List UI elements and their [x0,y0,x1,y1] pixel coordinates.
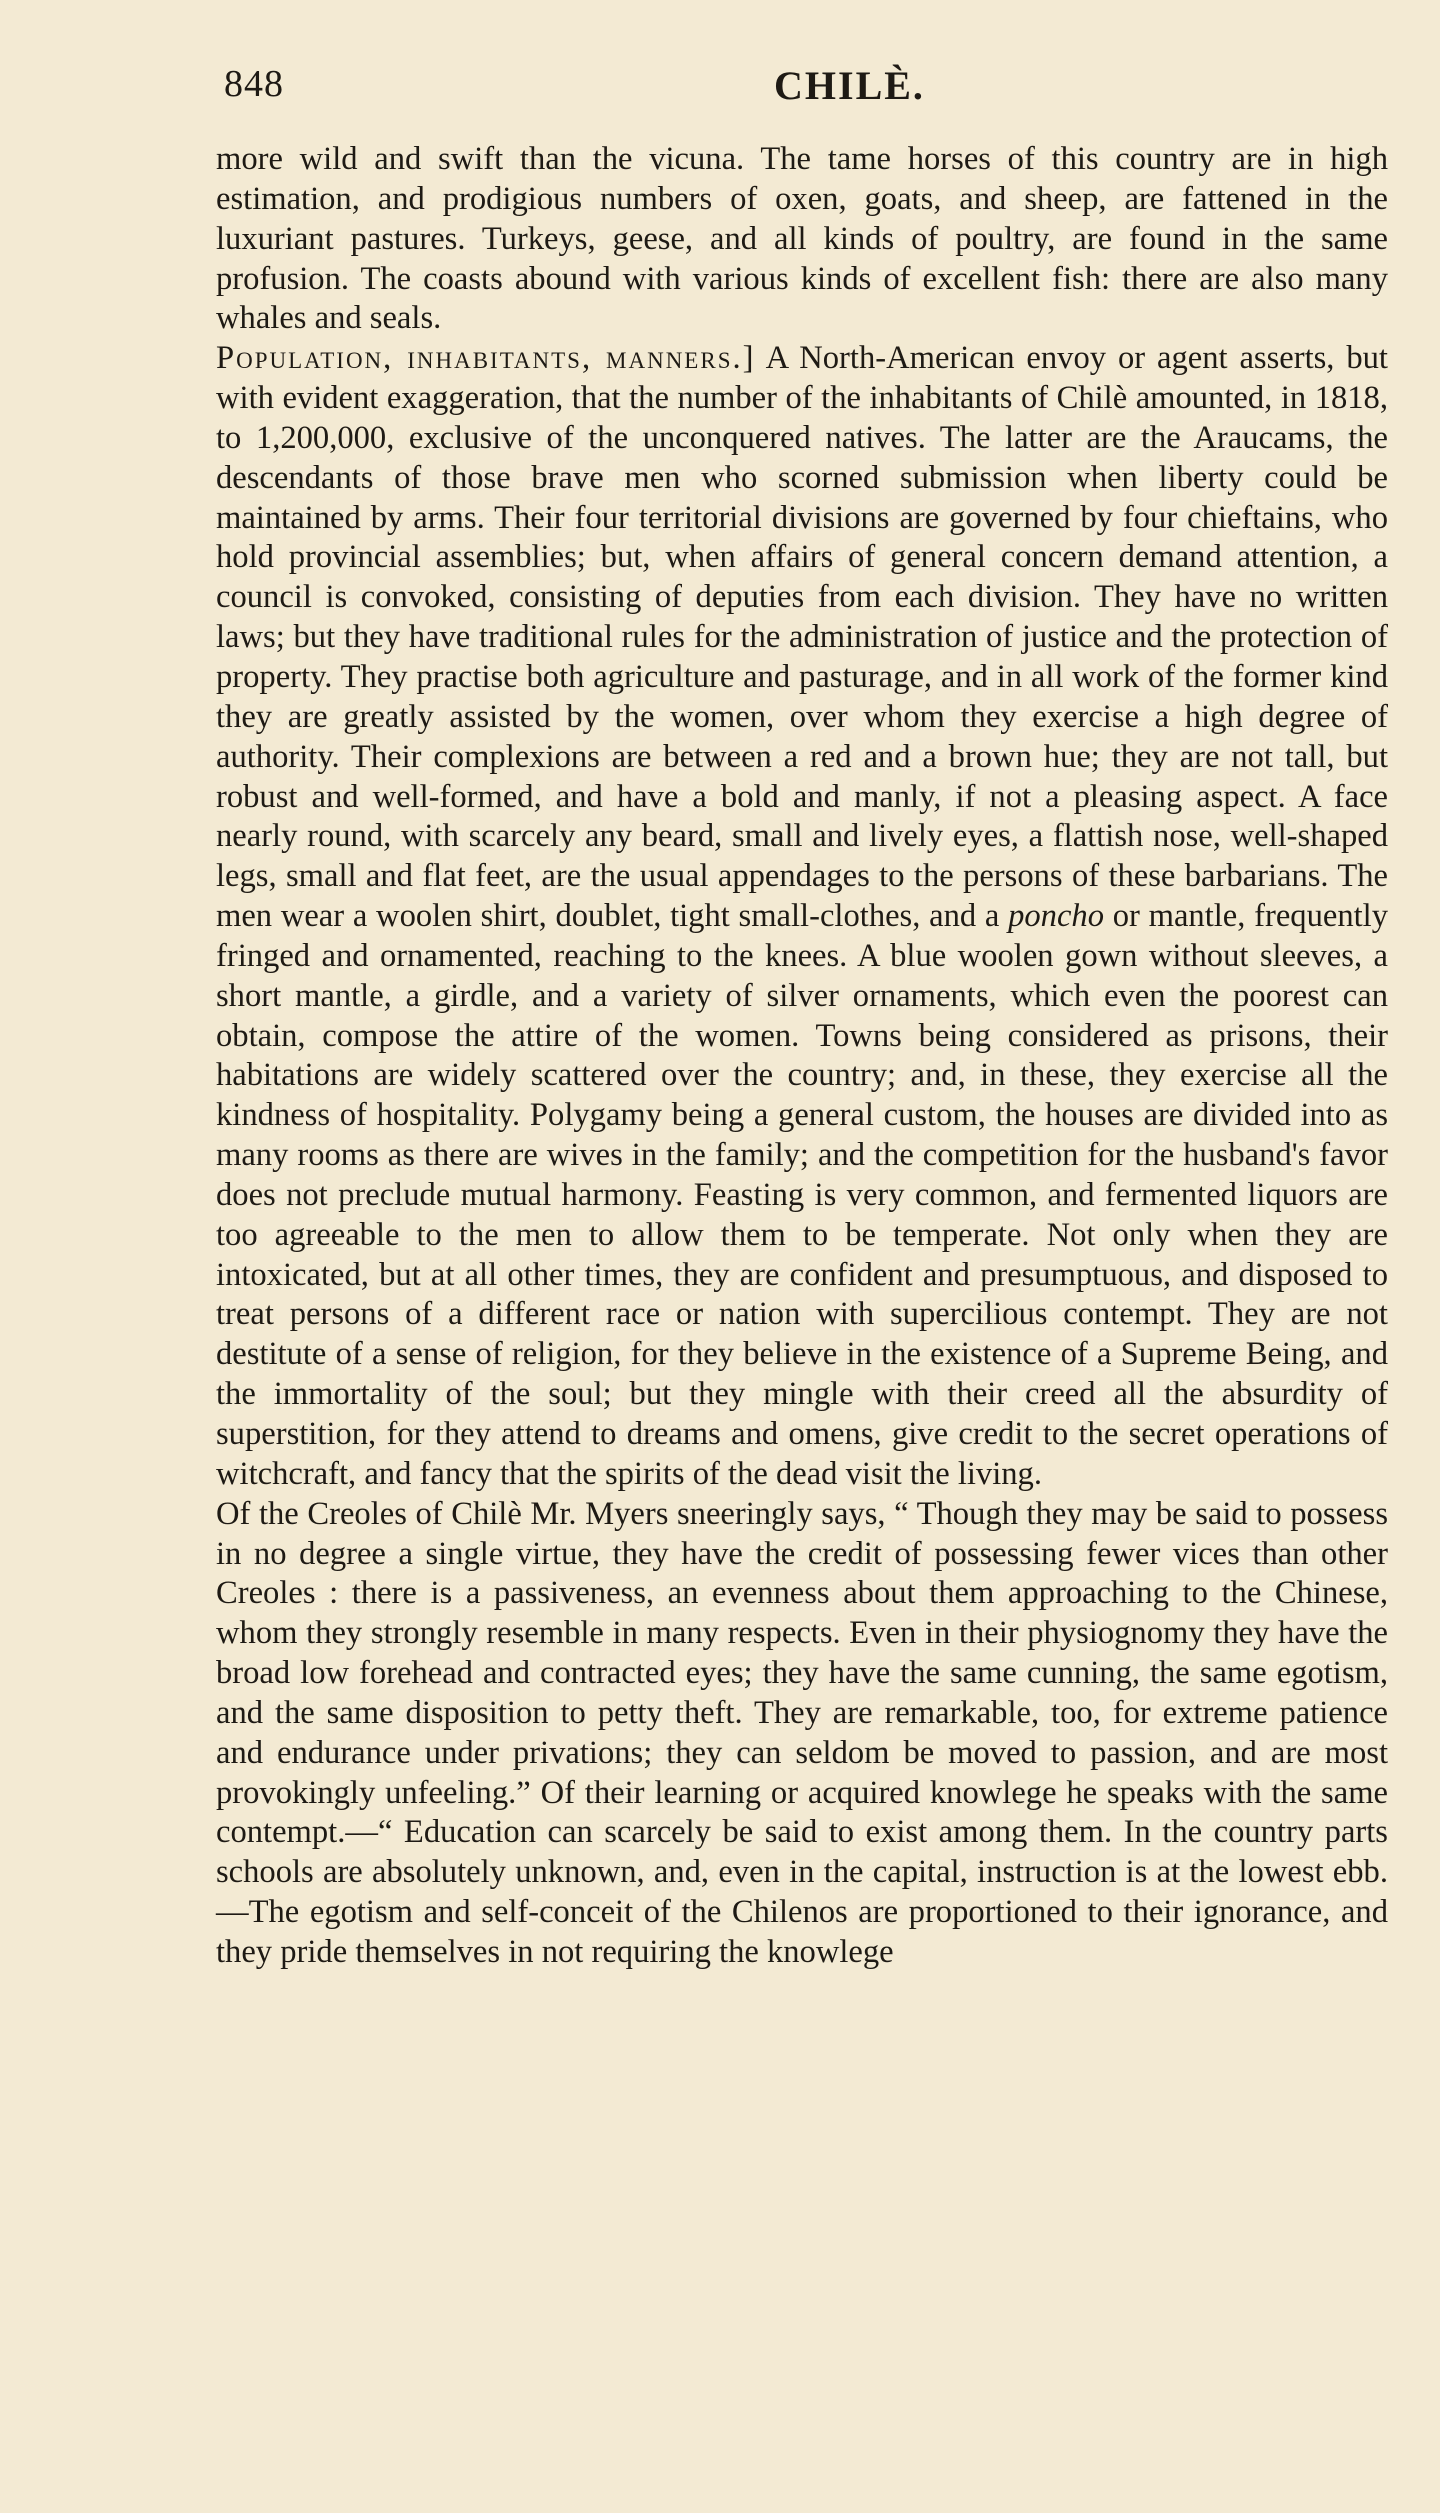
section-heading: Population, inhabitants, manners.] [216,340,756,377]
paragraph-population [216,339,1388,1494]
page-number: 848 [224,63,284,105]
running-head: CHILÈ. [774,63,925,108]
paragraph-creoles [216,1495,1388,1973]
paragraph-text: Of the Creoles of Chilè Mr. Myers sneeringly says, “ Though they may be said to possess in no degree a single virtue, they have the credit of possessing fewer vices than other Creoles : there is a passiveness, an evenness about them approaching to the Chinese, whom they strongly resemble in many respects. Even in their physiognomy they have the broad low forehead and contracted eyes; they have the same cunning, the same egotism, and the same disposition to petty theft. They are remarkable, too, for extreme patience and endurance under privations; they can seldom be moved to passion, and are most provokingly unfeeling.” Of their learning or acquired knowlege he speaks with the same contempt.—“ Education can scarcely be said to exist among them. In the country parts schools are absolutely unknown, and, even in the capital, instruction is at the lowest ebb.—The egotism and self-conceit of the Chilenos are proportioned to their ignorance, and they pride themselves in not requiring the knowlege [216,1495,1388,1970]
paragraph-text: or mantle, frequently fringed and ornamented, reaching to the knees. A blue woolen gown without sleeves, a short mantle, a girdle, and a variety of silver ornaments, which even the poorest can obtain, compose the attire of the women. Towns being considered as prisons, their habitations are widely scattered over the country; and, in these, they exercise all the kindness of hospitality. Polygamy being a general custom, the houses are divided into as many rooms as there are wives in the family; and the competition for the husband's favor does not preclude mutual harmony. Feasting is very common, and fermented liquors are too agreeable to the men to allow them to be temperate. Not only when they are intoxicated, but at all other times, they are confident and presumptuous, and disposed to treat persons of a different race or nation with supercilious contempt. They are not destitute of a sense of religion, for they believe in the existence of a Supreme Being, and the immortality of the soul; but they mingle with their creed all the absurdity of superstition, for they attend to dreams and omens, give credit to the secret operations of witchcraft, and fancy that the spirits of the dead visit the living. [216,898,1389,1492]
italic-term: poncho [1008,898,1104,935]
paragraph-continuation [216,140,1388,339]
paragraph-text: more wild and swift than the vicuna. The tame horses of this country are in high estimation, and prodigious numbers of oxen, goats, and sheep, are fattened in the luxuriant pastures. Turkeys, geese, and all kinds of poultry, are found in the same profusion. The coasts abound with various kinds of excellent fish: there are also many whales and seals. [216,141,1388,337]
paragraph-text: A North-American envoy or agent asserts, but with evident exaggeration, that the number of the inhabitants of Chilè amounted, in 1818, to 1,200,000, exclusive of the unconquered natives. The latter are the Araucams, the descendants of those brave men who scorned submission when liberty could be maintained by arms. Their four territorial divisions are governed by four chieftains, who hold provincial assemblies; but, when affairs of general concern demand attention, a council is convoked, consisting of deputies from each division. They have no written laws; but they have traditional rules for the administration of justice and the protection of property. They practise both agriculture and pasturage, and in all work of the former kind they are greatly assisted by the women, over whom they exercise a high degree of authority. Their complexions are between a red and a brown hue; they are not tall, but robust and well-formed, and have a bold and manly, if not a pleasing aspect. A face nearly round, with scarcely any beard, small and lively eyes, a flattish nose, well-shaped legs, small and flat feet, are the usual appendages to the persons of these barbarians. The men wear a woolen shirt, doublet, tight small-clothes, and a [216,340,1388,935]
body-text [216,140,1388,1973]
page-header [224,62,1404,122]
